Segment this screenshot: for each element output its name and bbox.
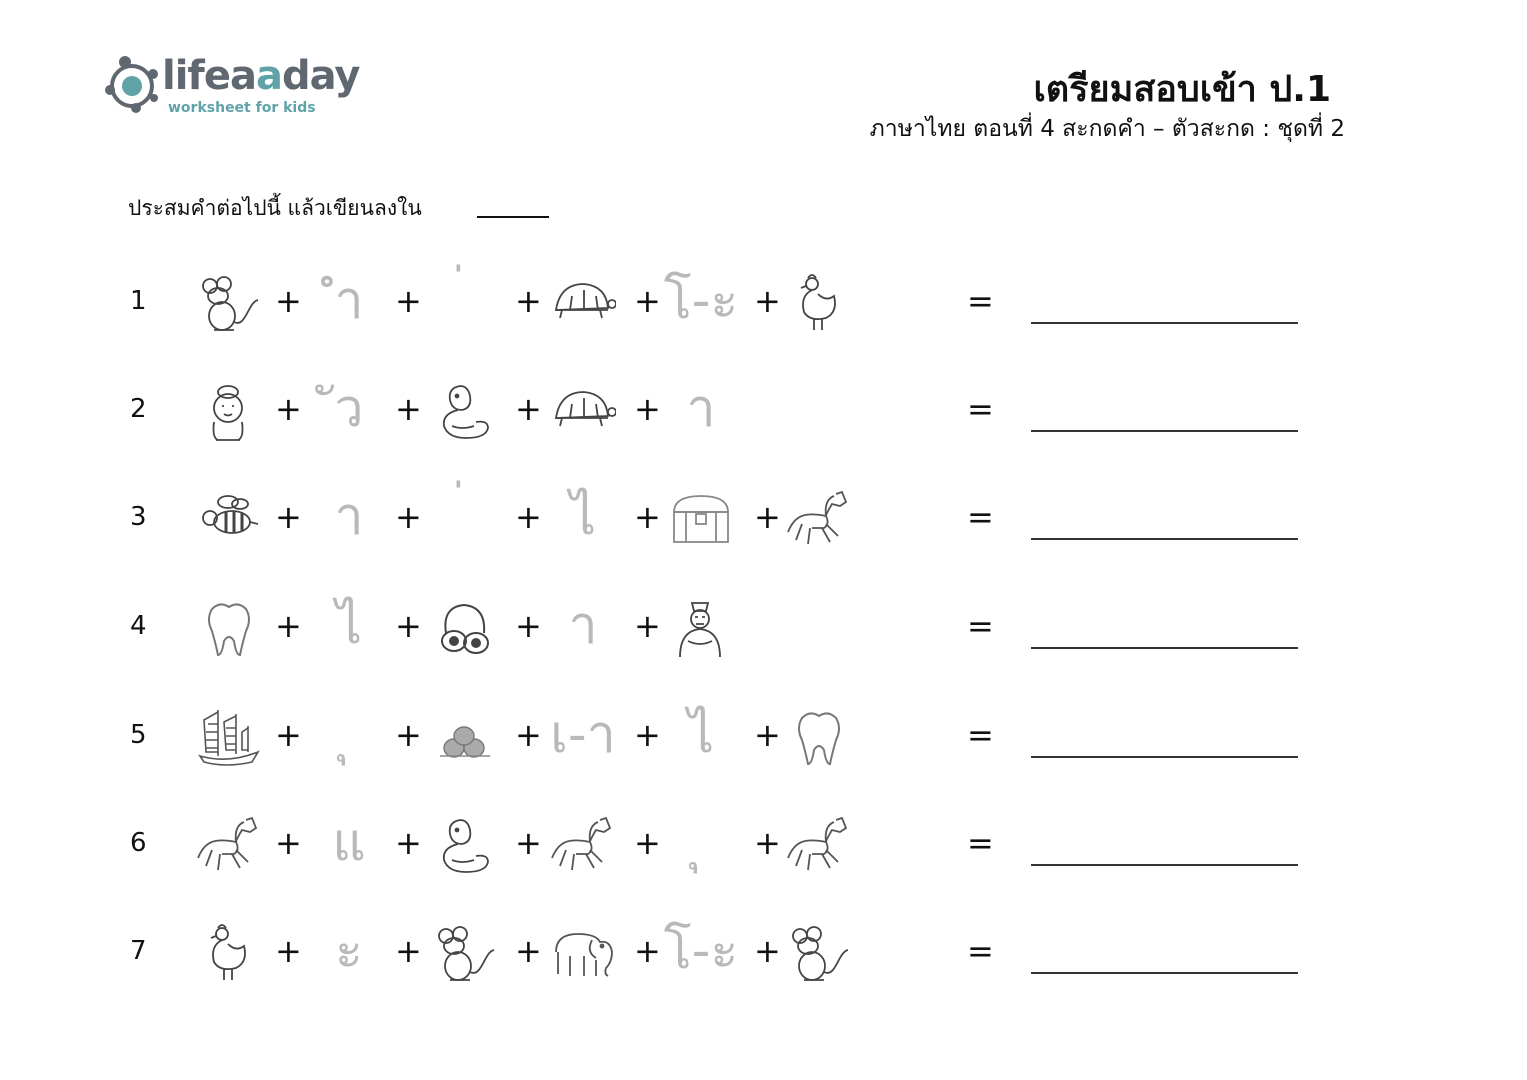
plus-sign: + [395, 390, 422, 428]
plus-sign: + [754, 282, 781, 320]
plus-sign: + [275, 607, 302, 645]
equals-sign: = [967, 282, 994, 320]
plus-sign: + [634, 932, 661, 970]
equals-sign: = [967, 716, 994, 754]
mouse-icon [786, 922, 852, 984]
tooth-icon [786, 706, 852, 768]
row-number: 1 [130, 286, 147, 316]
row-number: 6 [130, 828, 147, 858]
vowel-mark: า [568, 596, 598, 656]
plus-sign: + [515, 716, 542, 754]
plus-sign: + [754, 498, 781, 536]
molecule-logo-icon [102, 52, 162, 118]
plus-sign: + [275, 716, 302, 754]
cobra-icon [432, 814, 498, 876]
vowel-mark [420, 482, 510, 552]
exercise-row [0, 696, 1527, 776]
plus-sign: + [634, 282, 661, 320]
plus-sign: + [634, 716, 661, 754]
plus-sign: + [275, 282, 302, 320]
plus-sign: + [754, 716, 781, 754]
instruction-blank-line [477, 216, 549, 218]
plus-sign: + [395, 824, 422, 862]
vowel-mark: โ-ะ [663, 921, 739, 981]
elephant-icon [550, 922, 616, 984]
answer-line[interactable] [1031, 322, 1298, 324]
vowel-mark: ัว [334, 379, 364, 439]
vowel-mark: ำ [334, 271, 364, 331]
tooth-icon [196, 597, 262, 659]
plus-sign: + [515, 390, 542, 428]
old-woman-icon [196, 380, 262, 442]
answer-line[interactable] [1031, 972, 1298, 974]
exercise-row [0, 478, 1527, 558]
row-number: 5 [130, 720, 147, 750]
vowel-mark [420, 266, 510, 336]
exercise-row [0, 587, 1527, 667]
plus-sign: + [275, 932, 302, 970]
vowel-mark: า [686, 379, 716, 439]
row-number: 7 [130, 936, 147, 966]
plus-sign: + [275, 498, 302, 536]
junk-boat-icon [196, 706, 262, 768]
exercise-row [0, 912, 1527, 992]
equals-sign: = [967, 824, 994, 862]
plus-sign: + [754, 932, 781, 970]
plus-sign: + [395, 716, 422, 754]
plus-sign: + [275, 824, 302, 862]
equals-sign: = [967, 498, 994, 536]
chicken-icon [196, 922, 262, 984]
plus-sign: + [634, 607, 661, 645]
plus-sign: + [515, 607, 542, 645]
vowel-mark: แ [332, 813, 366, 873]
plus-sign: + [754, 824, 781, 862]
plus-sign: + [395, 282, 422, 320]
chicken-icon [786, 272, 852, 334]
answer-line[interactable] [1031, 647, 1298, 649]
vowel-mark [304, 700, 394, 770]
plus-sign: + [395, 932, 422, 970]
plus-sign: + [395, 498, 422, 536]
vowel-mark: เ-า [550, 705, 616, 765]
answer-line[interactable] [1031, 756, 1298, 758]
exercise-row [0, 804, 1527, 884]
row-number: 4 [130, 611, 147, 641]
equals-sign: = [967, 390, 994, 428]
turtle-icon [550, 272, 616, 334]
plus-sign: + [634, 390, 661, 428]
horse-icon [196, 814, 262, 876]
vowel-mark: โ-ะ [663, 271, 739, 331]
cobra-icon [432, 380, 498, 442]
vowel-mark [656, 808, 746, 878]
monk-bowl-icon [432, 597, 498, 659]
vowel-mark: ไ [569, 487, 597, 547]
row-number: 2 [130, 394, 147, 424]
vowel-mark: ไ [687, 705, 715, 765]
turtle-icon [550, 380, 616, 442]
plus-sign: + [634, 824, 661, 862]
eggs-icon [432, 706, 498, 768]
horse-icon [786, 488, 852, 550]
plus-sign: + [515, 498, 542, 536]
plus-sign: + [515, 932, 542, 970]
vowel-mark: ไ [335, 596, 363, 656]
worksheet-subtitle: ภาษาไทย ตอนที่ 4 สะกดคำ – ตัวสะกด : ชุดที่ 2 [869, 116, 1345, 142]
answer-line[interactable] [1031, 864, 1298, 866]
giant-icon [668, 597, 734, 659]
plus-sign: + [275, 390, 302, 428]
vowel-mark: ะ [335, 921, 363, 981]
horse-icon [550, 814, 616, 876]
plus-sign: + [395, 607, 422, 645]
answer-line[interactable] [1031, 538, 1298, 540]
lifeaday-logo [102, 52, 360, 122]
exercise-row [0, 262, 1527, 342]
logo-tagline: worksheet for kids [168, 100, 316, 116]
instruction-text: ประสมคำต่อไปนี้ แล้วเขียนลงใน [128, 196, 422, 220]
mouse-icon [432, 922, 498, 984]
horse-icon [786, 814, 852, 876]
vowel-mark: า [334, 487, 364, 547]
row-number: 3 [130, 502, 147, 532]
worksheet-title: เตรียมสอบเข้า ป.1 [1033, 69, 1331, 110]
equals-sign: = [967, 932, 994, 970]
bee-icon [196, 488, 262, 550]
plus-sign: + [515, 824, 542, 862]
plus-sign: + [634, 498, 661, 536]
treasure-chest-icon [668, 488, 734, 550]
plus-sign: + [515, 282, 542, 320]
exercise-row [0, 370, 1527, 450]
answer-line[interactable] [1031, 430, 1298, 432]
equals-sign: = [967, 607, 994, 645]
logo-wordmark: lifeaaday [162, 53, 360, 99]
mouse-icon [196, 272, 262, 334]
